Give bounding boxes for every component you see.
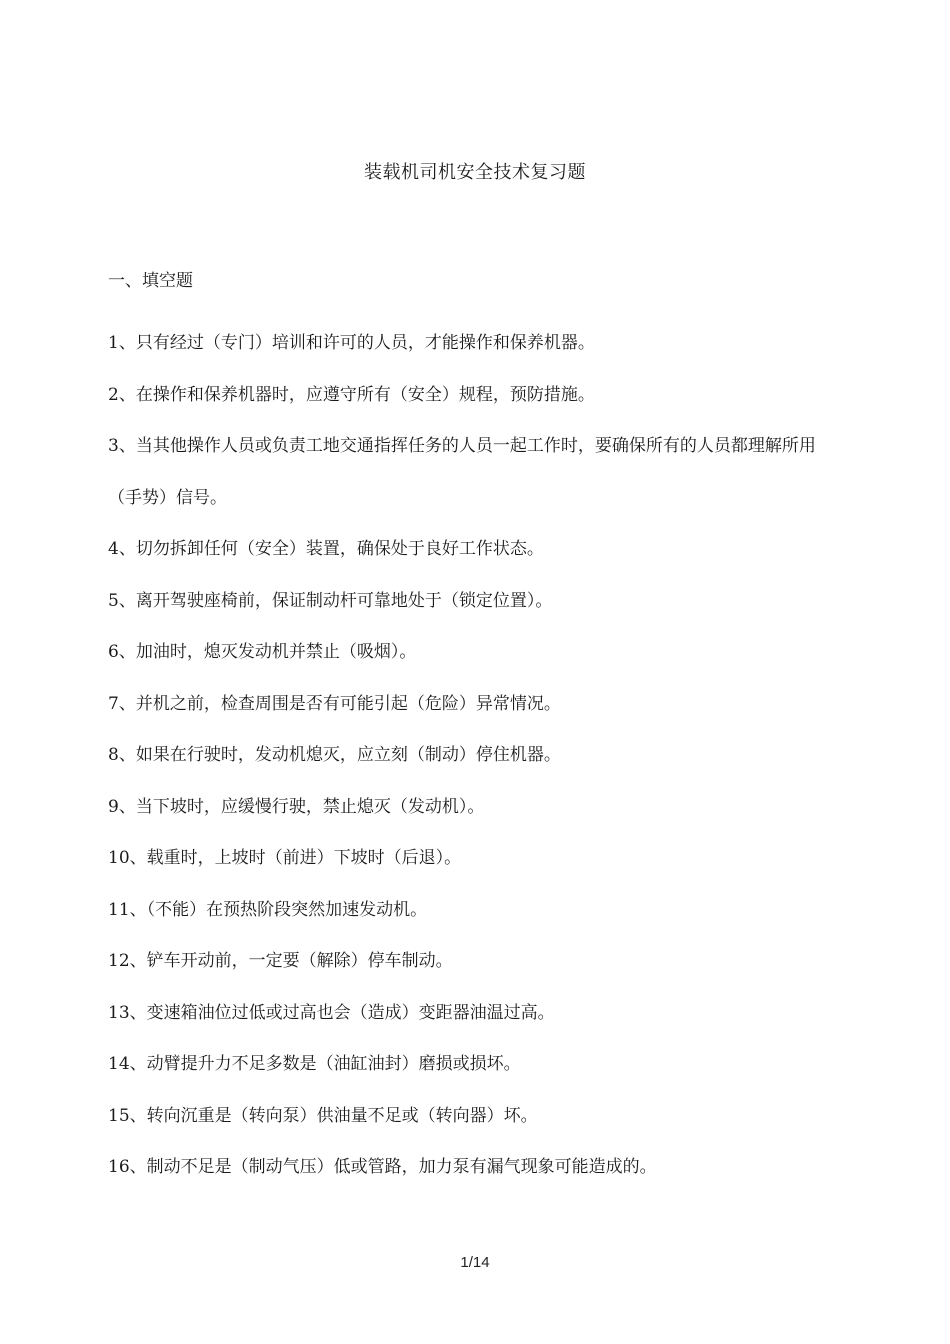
list-item: 7、并机之前，检查周围是否有可能引起（危险）异常情况。 [108, 693, 561, 714]
list-item: 3、当其他操作人员或负责工地交通指挥任务的人员一起工作时，要确保所有的人员都理解所用（手势）信号。 [108, 436, 816, 508]
page-number: 1/14 [460, 1254, 490, 1271]
question-list [108, 318, 838, 1194]
list-item: 14、动臂提升力不足多数是（油缸油封）磨损或损坏。 [108, 1054, 521, 1074]
list-item: 5、离开驾驶座椅前，保证制动杆可靠地处于（锁定位置）。 [108, 590, 553, 611]
page-title: 装载机司机安全技术复习题 [364, 162, 586, 183]
list-item: 1、只有经过（专门）培训和许可的人员，才能操作和保养机器。 [108, 333, 595, 353]
list-item: 10、载重时，上坡时（前进）下坡时（后退）。 [108, 848, 462, 868]
list-item: 16、制动不足是（制动气压）低或管路，加力泵有漏气现象可能造成的。 [108, 1157, 657, 1177]
list-item: 12、铲车开动前，一定要（解除）停车制动。 [108, 951, 453, 971]
list-item: 13、变速箱油位过低或过高也会（造成）变距器油温过高。 [108, 1002, 555, 1023]
section-heading: 一、填空题 [108, 271, 193, 291]
list-item: 15、转向沉重是（转向泵）供油量不足或（转向器）坏。 [108, 1105, 538, 1126]
list-item: 4、切勿拆卸任何（安全）装置，确保处于良好工作状态。 [108, 539, 544, 559]
list-item: 6、加油时，熄灭发动机并禁止（吸烟）。 [108, 642, 417, 662]
list-item: 9、当下坡时，应缓慢行驶，禁止熄灭（发动机）。 [108, 796, 485, 817]
list-item: 11、（不能）在预热阶段突然加速发动机。 [108, 899, 428, 920]
list-item: 8、如果在行驶时，发动机熄灭，应立刻（制动）停住机器。 [108, 745, 561, 765]
list-item: 2、在操作和保养机器时，应遵守所有（安全）规程，预防措施。 [108, 384, 595, 405]
